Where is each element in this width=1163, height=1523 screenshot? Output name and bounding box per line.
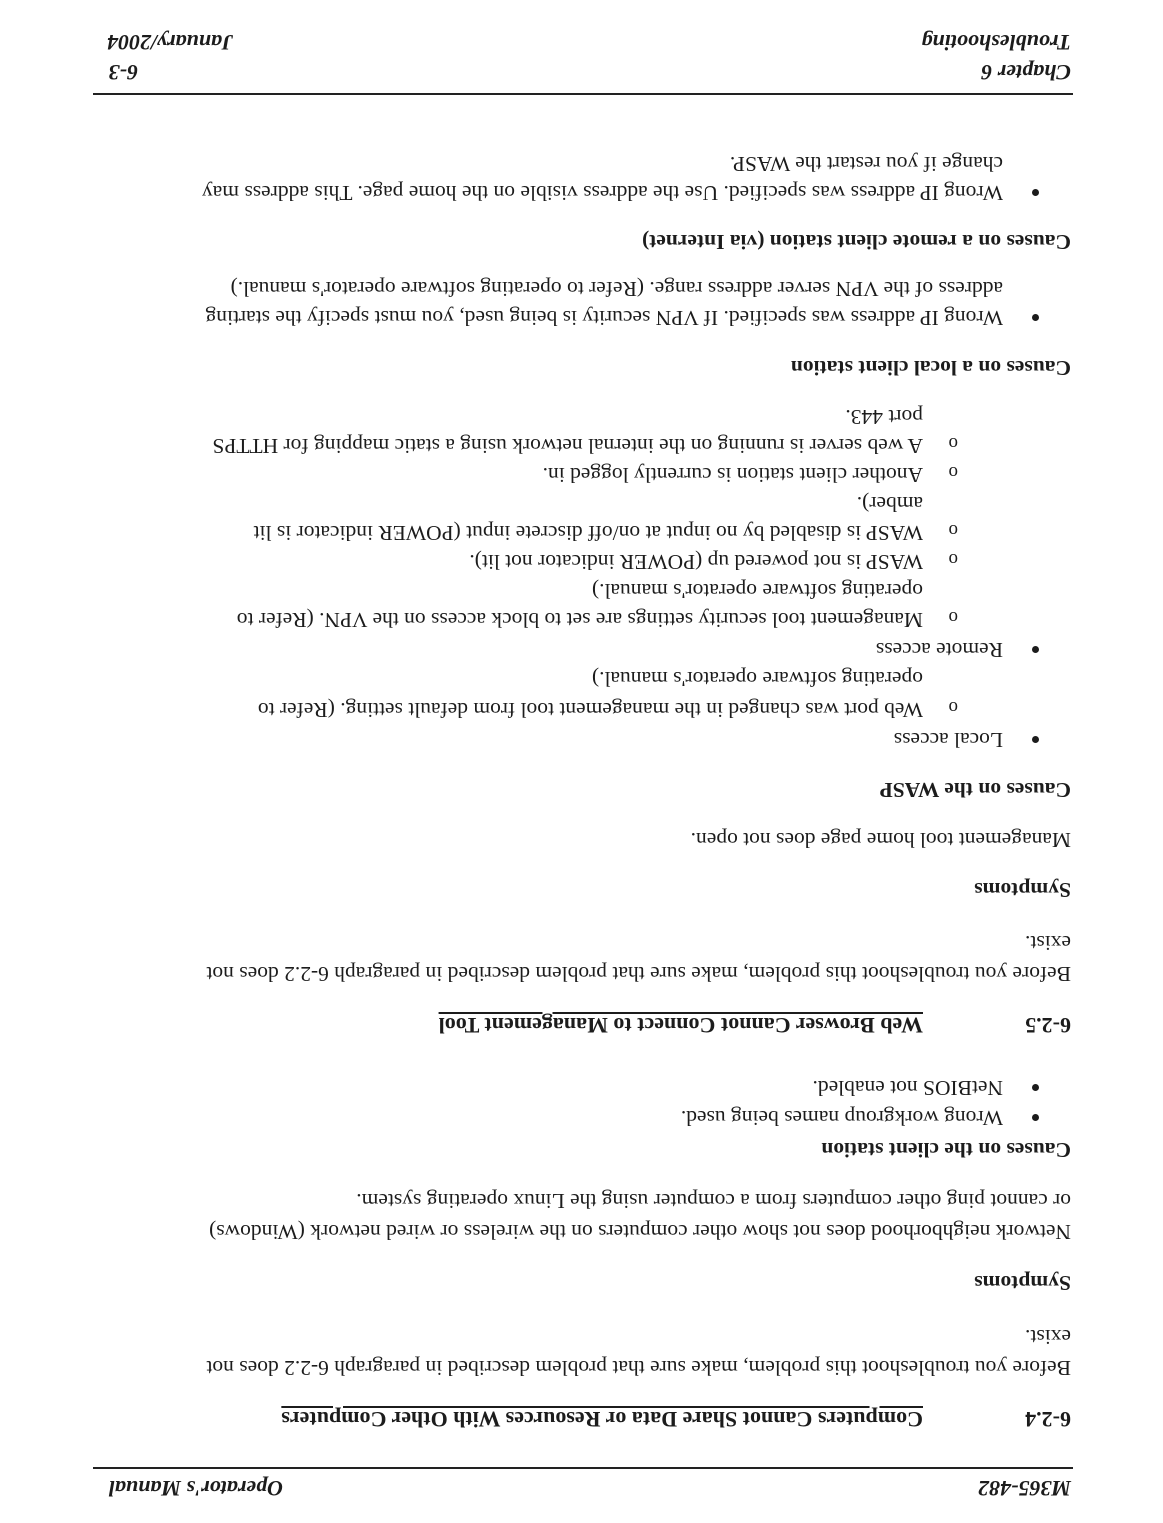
symptoms-line-2: or cannot ping other computers from a computer using the Linux operating system. xyxy=(356,1189,1071,1213)
bullet-icon xyxy=(1032,1084,1039,1091)
remote-sub-line: amber). xyxy=(856,492,923,516)
symptoms-text: Management tool home page does not open. xyxy=(690,828,1071,852)
bullet-icon xyxy=(1032,646,1039,653)
local-client-line: Wrong IP address was specified. If VPN security is being used, you must specify the starting xyxy=(205,306,1003,330)
local-sub-line: Web port was changed in the management tool from default setting. (Refer to xyxy=(257,698,923,722)
remote-sub-line: A web server is running on the internal network using a static mapping for HTTPS xyxy=(212,434,923,458)
remote-sub-line: Management tool security settings are set to block access on the VPN. (Refer to xyxy=(236,608,923,632)
intro-line-1: Before you troubleshoot this problem, make sure that problem described in paragraph 6-2.2 does not xyxy=(206,962,1071,986)
intro-line-2: exist. xyxy=(1025,931,1071,955)
remote-client-line: Wrong IP address was specified. Use the address visible on the home page. This address may xyxy=(201,181,1003,205)
causes-local-client-heading: Causes on a local client station xyxy=(790,356,1071,380)
remote-access-item: Remote access xyxy=(875,638,1003,662)
section-number-6-2-5: 6-2.5 xyxy=(1025,1013,1071,1038)
bullet-icon xyxy=(1032,1114,1039,1121)
causes-wasp-heading: Causes on the WASP xyxy=(879,778,1071,802)
section-number-6-2-4: 6-2.4 xyxy=(1025,1407,1071,1432)
footer-chapter-title: Troubleshooting xyxy=(921,30,1071,55)
local-access-item: Local access xyxy=(893,728,1003,752)
footer-date: January/2004 xyxy=(107,30,233,55)
footer-chapter: Chapter 6 xyxy=(981,60,1071,85)
symptoms-line-1: Network neighborhood does not show other computers on the wireless or wired network (Windows) xyxy=(209,1220,1071,1244)
remote-sub-line: WASP is not powered up (POWER indicator not lit). xyxy=(469,550,923,574)
circle-bullet-icon: o xyxy=(948,697,958,718)
intro-line-2: exist. xyxy=(1025,1325,1071,1349)
circle-bullet-icon: o xyxy=(948,607,958,628)
circle-bullet-icon: o xyxy=(948,549,958,570)
local-client-line: address of the VPN server address range. (Refer to operating software operator's manual.) xyxy=(230,277,1003,301)
bullet-icon xyxy=(1032,189,1039,196)
cause-item: Wrong workgroup names being used. xyxy=(680,1106,1003,1130)
header-rule xyxy=(93,1467,1073,1469)
remote-sub-line: operating software operator's manual.) xyxy=(591,579,923,603)
circle-bullet-icon: o xyxy=(948,433,958,454)
remote-client-line: change if you restart the WASP. xyxy=(729,152,1003,176)
cause-item: NetBIOS not enabled. xyxy=(812,1076,1003,1100)
causes-remote-client-heading: Causes on a remote client station (via Internet) xyxy=(642,230,1071,254)
intro-line-1: Before you troubleshoot this problem, make sure that problem described in paragraph 6-2.2 does not xyxy=(206,1356,1071,1380)
symptoms-heading: Symptoms xyxy=(974,878,1071,902)
remote-sub-line: port 443. xyxy=(845,405,923,429)
symptoms-heading: Symptoms xyxy=(974,1271,1071,1295)
remote-sub-line: Another client station is currently logged in. xyxy=(542,463,923,487)
bullet-icon xyxy=(1032,736,1039,743)
circle-bullet-icon: o xyxy=(948,520,958,541)
footer-page-number: 6-3 xyxy=(108,60,138,85)
header-doc-title: Operator's Manual xyxy=(108,1476,283,1501)
header-doc-number: M365-482 xyxy=(978,1476,1071,1501)
footer-rule xyxy=(93,93,1073,95)
local-sub-line: operating software operator's manual.) xyxy=(591,667,923,691)
remote-sub-line: WASP is disabled by no input at on/off discrete input (POWER indicator is lit xyxy=(253,521,923,545)
circle-bullet-icon: o xyxy=(948,462,958,483)
bullet-icon xyxy=(1032,314,1039,321)
causes-client-heading: Causes on the client station xyxy=(821,1138,1071,1162)
section-title-6-2-5: Web Browser Cannot Connect to Management Tool xyxy=(438,1013,923,1038)
section-title-6-2-4: Computers Cannot Share Data or Resources With Other Computers xyxy=(281,1407,923,1432)
